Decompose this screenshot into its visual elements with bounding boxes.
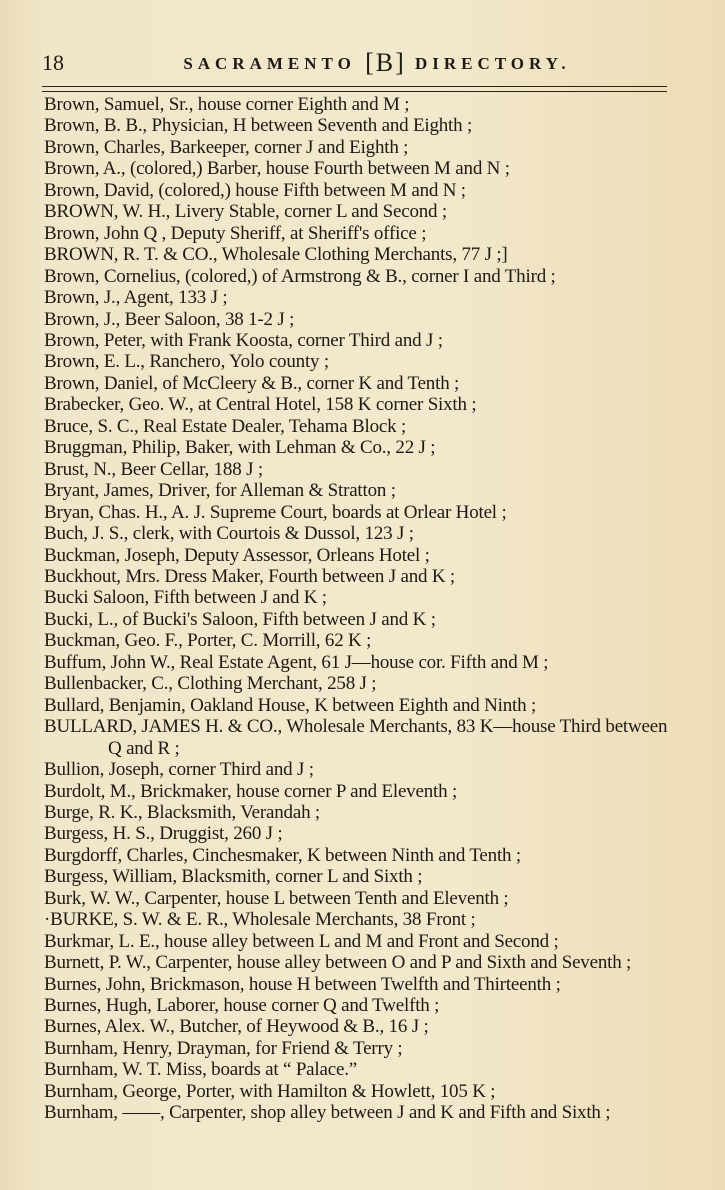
directory-entry: Brown, Cornelius, (colored,) of Armstrong & B., corner I and Third ;	[44, 265, 556, 287]
directory-entry: Bruce, S. C., Real Estate Dealer, Tehama Block ;	[44, 415, 407, 437]
directory-entry: Brust, N., Beer Cellar, 188 J ;	[44, 458, 263, 480]
page-number: 18	[42, 50, 64, 75]
directory-entries	[44, 94, 669, 1124]
directory-entry: Brown, B. B., Physician, H between Seventh and Eighth ;	[44, 115, 473, 137]
directory-entry: Burgdorff, Charles, Cinchesmaker, K between Ninth and Tenth ;	[44, 844, 521, 866]
directory-entry: Burgess, William, Blacksmith, corner L and Sixth ;	[44, 866, 423, 888]
directory-entry: Burgess, H. S., Druggist, 260 J ;	[44, 823, 283, 845]
running-head-title: DIRECTORY.	[414, 54, 571, 73]
directory-entry: Buch, J. S., clerk, with Courtois & Dussol, 123 J ;	[44, 523, 414, 545]
directory-entry: Burnett, P. W., Carpenter, house alley between O and P and Sixth and Seventh ;	[44, 952, 632, 974]
directory-entry: Burnham, Henry, Drayman, for Friend & Terry ;	[44, 1037, 403, 1059]
directory-entry: Bucki Saloon, Fifth between J and K ;	[44, 587, 327, 609]
directory-entry: Brabecker, Geo. W., at Central Hotel, 158 K corner Sixth ;	[44, 394, 477, 416]
directory-entry: Burnham, ——, Carpenter, shop alley between J and K and Fifth and Sixth ;	[44, 1102, 611, 1124]
directory-entry: Burk, W. W., Carpenter, house L between Tenth and Eleventh ;	[44, 887, 509, 909]
directory-entry: Burkmar, L. E., house alley between L and M and Front and Second ;	[44, 930, 559, 952]
running-head-letter: [B]	[365, 48, 406, 77]
directory-entry: Bucki, L., of Bucki's Saloon, Fifth between J and K ;	[44, 608, 436, 630]
running-head-city: SACRAMENTO	[183, 54, 356, 73]
directory-entry: Bullion, Joseph, corner Third and J ;	[44, 759, 314, 781]
directory-entry: Burdolt, M., Brickmaker, house corner P and Eleventh ;	[44, 780, 458, 802]
directory-entry: Burnham, George, Porter, with Hamilton & Howlett, 105 K ;	[44, 1080, 496, 1102]
directory-entry: Brown, Charles, Barkeeper, corner J and Eighth ;	[44, 136, 409, 158]
directory-entry: BROWN, R. T. & CO., Wholesale Clothing Merchants, 77 J ;]	[44, 244, 508, 266]
directory-entry: Burnham, W. T. Miss, boards at “ Palace.”	[44, 1059, 357, 1081]
directory-entry: Brown, John Q , Deputy Sheriff, at Sheriff's office ;	[44, 222, 427, 244]
directory-entry: Brown, E. L., Ranchero, Yolo county ;	[44, 351, 329, 373]
running-head	[142, 48, 612, 78]
directory-entry: Bryan, Chas. H., A. J. Supreme Court, boards at Orlear Hotel ;	[44, 501, 507, 523]
directory-entry: Buckman, Joseph, Deputy Assessor, Orleans Hotel ;	[44, 544, 430, 566]
directory-entry: Bullenbacker, C., Clothing Merchant, 258 J ;	[44, 673, 377, 695]
directory-entry: ·BURKE, S. W. & E. R., Wholesale Merchants, 38 Front ;	[44, 909, 476, 931]
directory-entry: Bruggman, Philip, Baker, with Lehman & Co., 22 J ;	[44, 437, 436, 459]
directory-entry: Burge, R. K., Blacksmith, Verandah ;	[44, 801, 321, 823]
directory-entry: Burnes, Alex. W., Butcher, of Heywood & B., 16 J ;	[44, 1016, 429, 1038]
directory-entry: Burnes, Hugh, Laborer, house corner Q and Twelfth ;	[44, 995, 440, 1017]
directory-entry: Buckhout, Mrs. Dress Maker, Fourth between J and K ;	[44, 565, 455, 587]
page-header	[42, 48, 667, 82]
directory-entry: Burnes, John, Brickmason, house H between Twelfth and Thirteenth ;	[44, 973, 561, 995]
directory-entry: Brown, David, (colored,) house Fifth between M and N ;	[44, 179, 466, 201]
directory-entry: Buckman, Geo. F., Porter, C. Morrill, 62 K ;	[44, 630, 372, 652]
directory-entry: Buffum, John W., Real Estate Agent, 61 J—house cor. Fifth and M ;	[44, 651, 549, 673]
directory-entry: Brown, A., (colored,) Barber, house Fourth between M and N ;	[44, 158, 510, 180]
directory-entry: Brown, Peter, with Frank Koosta, corner Third and J ;	[44, 329, 443, 351]
directory-entry: Bryant, James, Driver, for Alleman & Stratton ;	[44, 480, 396, 502]
directory-entry: Brown, Samuel, Sr., house corner Eighth and M ;	[44, 94, 410, 115]
directory-entry: Brown, J., Beer Saloon, 38 1-2 J ;	[44, 308, 295, 330]
directory-entry: Brown, J., Agent, 133 J ;	[44, 287, 228, 309]
directory-entry: BROWN, W. H., Livery Stable, corner L and Second ;	[44, 201, 447, 223]
header-rule	[42, 86, 667, 92]
directory-entry: Bullard, Benjamin, Oakland House, K between Eighth and Ninth ;	[44, 694, 537, 716]
directory-entry: BULLARD, JAMES H. & CO., Wholesale Merchants, 83 K—house Third between Q and R ;	[44, 716, 668, 759]
directory-entry: Brown, Daniel, of McCleery & B., corner K and Tenth ;	[44, 372, 460, 394]
